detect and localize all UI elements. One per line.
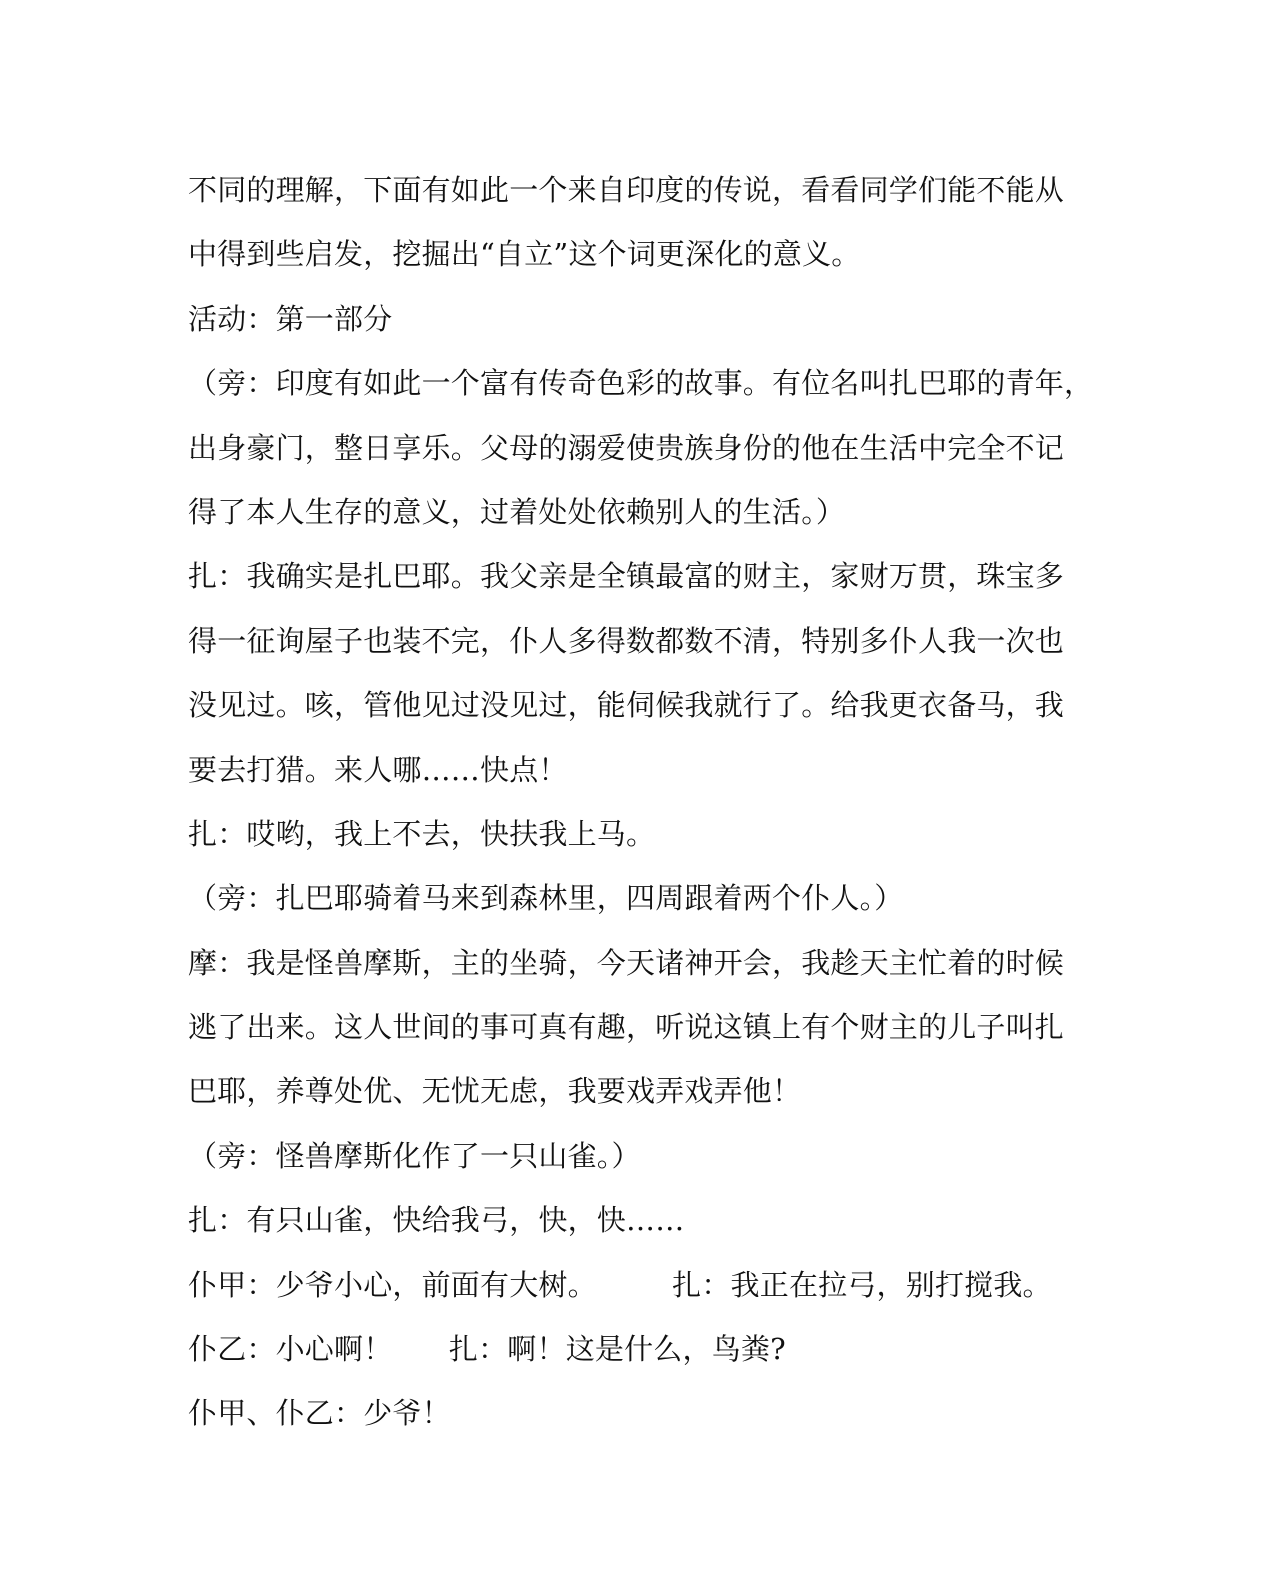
- text-line: （旁：怪兽摩斯化作了一只山雀。）: [188, 1138, 641, 1173]
- text-line: 巴耶，养尊处优、无忧无虑，我要戏弄戏弄他！: [188, 1074, 802, 1109]
- text-line: （旁：印度有如此一个富有传奇色彩的故事。有位名叫扎巴耶的青年，: [188, 366, 1094, 401]
- text-line: 不同的理解，下面有如此一个来自印度的传说，看看同学们能不能从: [188, 173, 1065, 207]
- text-line: 仆甲、仆乙：少爷！: [188, 1396, 451, 1431]
- text-line: 要去打猎。来人哪……快点！: [188, 752, 568, 787]
- text-line: 没见过。咳，管他见过没见过，能伺候我就行了。给我更衣备马，我: [188, 688, 1065, 723]
- text-line: （旁：扎巴耶骑着马来到森林里，四周跟着两个仆人。）: [188, 881, 904, 916]
- text-line: 中得到些启发，挖掘出“自立”这个词更深化的意义。: [188, 237, 861, 272]
- text-line: 得了本人生存的意义，过着处处依赖别人的生活。）: [188, 494, 846, 529]
- text-line: 扎：哎哟，我上不去，快扶我上马。: [188, 816, 656, 851]
- text-line: 得一征询屋子也装不完，仆人多得数都数不清，特别多仆人我一次也: [188, 623, 1065, 658]
- text-line: 出身豪门，整日享乐。父母的溺爱使贵族身份的他在生活中完全不记: [188, 430, 1065, 465]
- text-line: 仆甲：少爷小心，前面有大树。 扎：我正在拉弓，别打搅我。: [188, 1267, 1052, 1302]
- document-body: [188, 158, 1094, 1446]
- text-line: 仆乙：小心啊！ 扎：啊！这是什么，鸟粪?: [188, 1332, 786, 1367]
- text-line: 活动：第一部分: [188, 301, 393, 336]
- text-line: 扎：我确实是扎巴耶。我父亲是全镇最富的财主，家财万贯，珠宝多: [188, 559, 1065, 594]
- text-line: 扎：有只山雀，快给我弓，快，快……: [188, 1203, 685, 1238]
- text-line: 逃了出来。这人世间的事可真有趣，听说这镇上有个财主的儿子叫扎: [188, 1010, 1065, 1045]
- text-line: 摩：我是怪兽摩斯，主的坐骑，今天诸神开会，我趁天主忙着的时候: [188, 945, 1065, 980]
